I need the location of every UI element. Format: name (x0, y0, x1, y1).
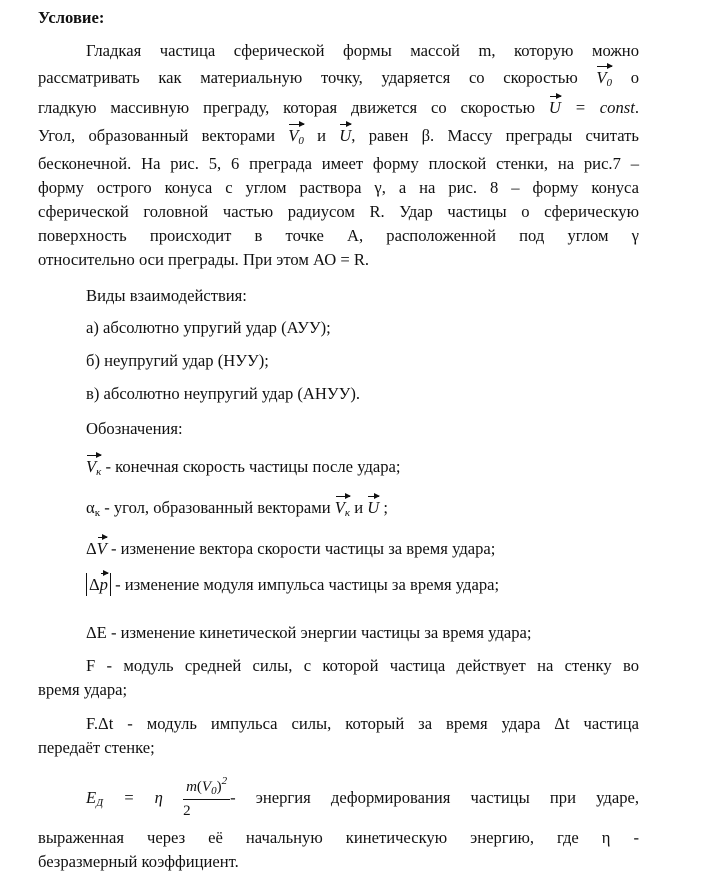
vector-u: U (339, 126, 352, 145)
vector-v0: $V_0$ (596, 68, 613, 89)
notation-ed-line-3: безразмерный коэффициент. (38, 852, 239, 871)
notation-f-line-2: время удара; (38, 680, 128, 699)
notation-ed-line-1: $E_Д = \eta$ $\frac{m(V_0)^2}{2}$ - энергия деформирования частицы при ударе, (38, 772, 639, 824)
condition-line-7: сферической головной частью радиусом R. Удар частицы о сферическую (38, 202, 639, 221)
condition-line-3: гладкую массивную преграду, которая движется со скоростью U = const. (38, 98, 639, 117)
condition-line-1: Гладкая частица сферической формы массой m, которую можно (86, 41, 639, 60)
notation-dv: ΔV - изменение вектора скорости частицы за время удара; (86, 539, 496, 558)
notation-dp: Δp - изменение модуля импульса частицы за время удара; (86, 573, 499, 597)
notation-f-line-1: F - модуль средней силы, с которой частица действует на стенку во (86, 656, 639, 675)
notation-ed-line-2: выраженная через её начальную кинетическую энергию, где η - (38, 828, 639, 847)
condition-line-4: Угол, образованный векторами $V_0$ и U, равен β. Массу преграды считать (38, 126, 639, 147)
interaction-b: б) неупругий удар (НУУ); (86, 351, 269, 370)
formula-fraction: $\frac{m(V_0)^2}{2}$ (183, 776, 230, 822)
notation-fdt-line-2: передаёт стенке; (38, 738, 155, 757)
notation-title: Обозначения: (86, 419, 183, 438)
notation-fdt-line-1: F.Δt - модуль импульса силы, который за время удара Δt частица (86, 714, 639, 733)
formula-ed: $E_Д = \eta$ (86, 788, 184, 809)
condition-line-9: относительно оси преграды. При этом АО = R. (38, 250, 370, 269)
condition-line-5: бесконечной. На рис. 5, 6 преграда имеет форму плоской стенки, на рис.7 – (38, 154, 639, 173)
condition-line-6: форму острого конуса с углом раствора γ, а на рис. 8 – форму конуса (38, 178, 639, 197)
notation-alpha: $\alpha_к$ - угол, образованный векторами $V_к$ и U ; (86, 498, 389, 519)
condition-line-2: рассматривать как материальную точку, ударяется со скоростью $V_0$ о (38, 68, 639, 89)
vector-vk: $V_к$ (86, 457, 102, 478)
interactions-title: Виды взаимодействия: (86, 286, 247, 305)
interaction-a: а) абсолютно упругий удар (АУУ); (86, 318, 331, 337)
vector-v0: $V_0$ (288, 126, 304, 147)
notation-vk: $V_к$ - конечная скорость частицы после удара; (86, 457, 401, 478)
vector-u: U (367, 498, 380, 517)
vector-v: V (96, 539, 107, 558)
abs-delta-p: Δp (86, 573, 111, 596)
condition-line-8: поверхность происходит в точке А, расположенной под углом γ (38, 226, 639, 245)
interaction-c: в) абсолютно неупругий удар (АНУУ). (86, 384, 361, 403)
condition-heading: Условие: (38, 8, 105, 27)
notation-de: ΔЕ - изменение кинетической энергии частицы за время удара; (86, 623, 532, 642)
formula-u-const: U = const (548, 98, 635, 117)
vector-vk: $V_к$ (334, 498, 351, 519)
